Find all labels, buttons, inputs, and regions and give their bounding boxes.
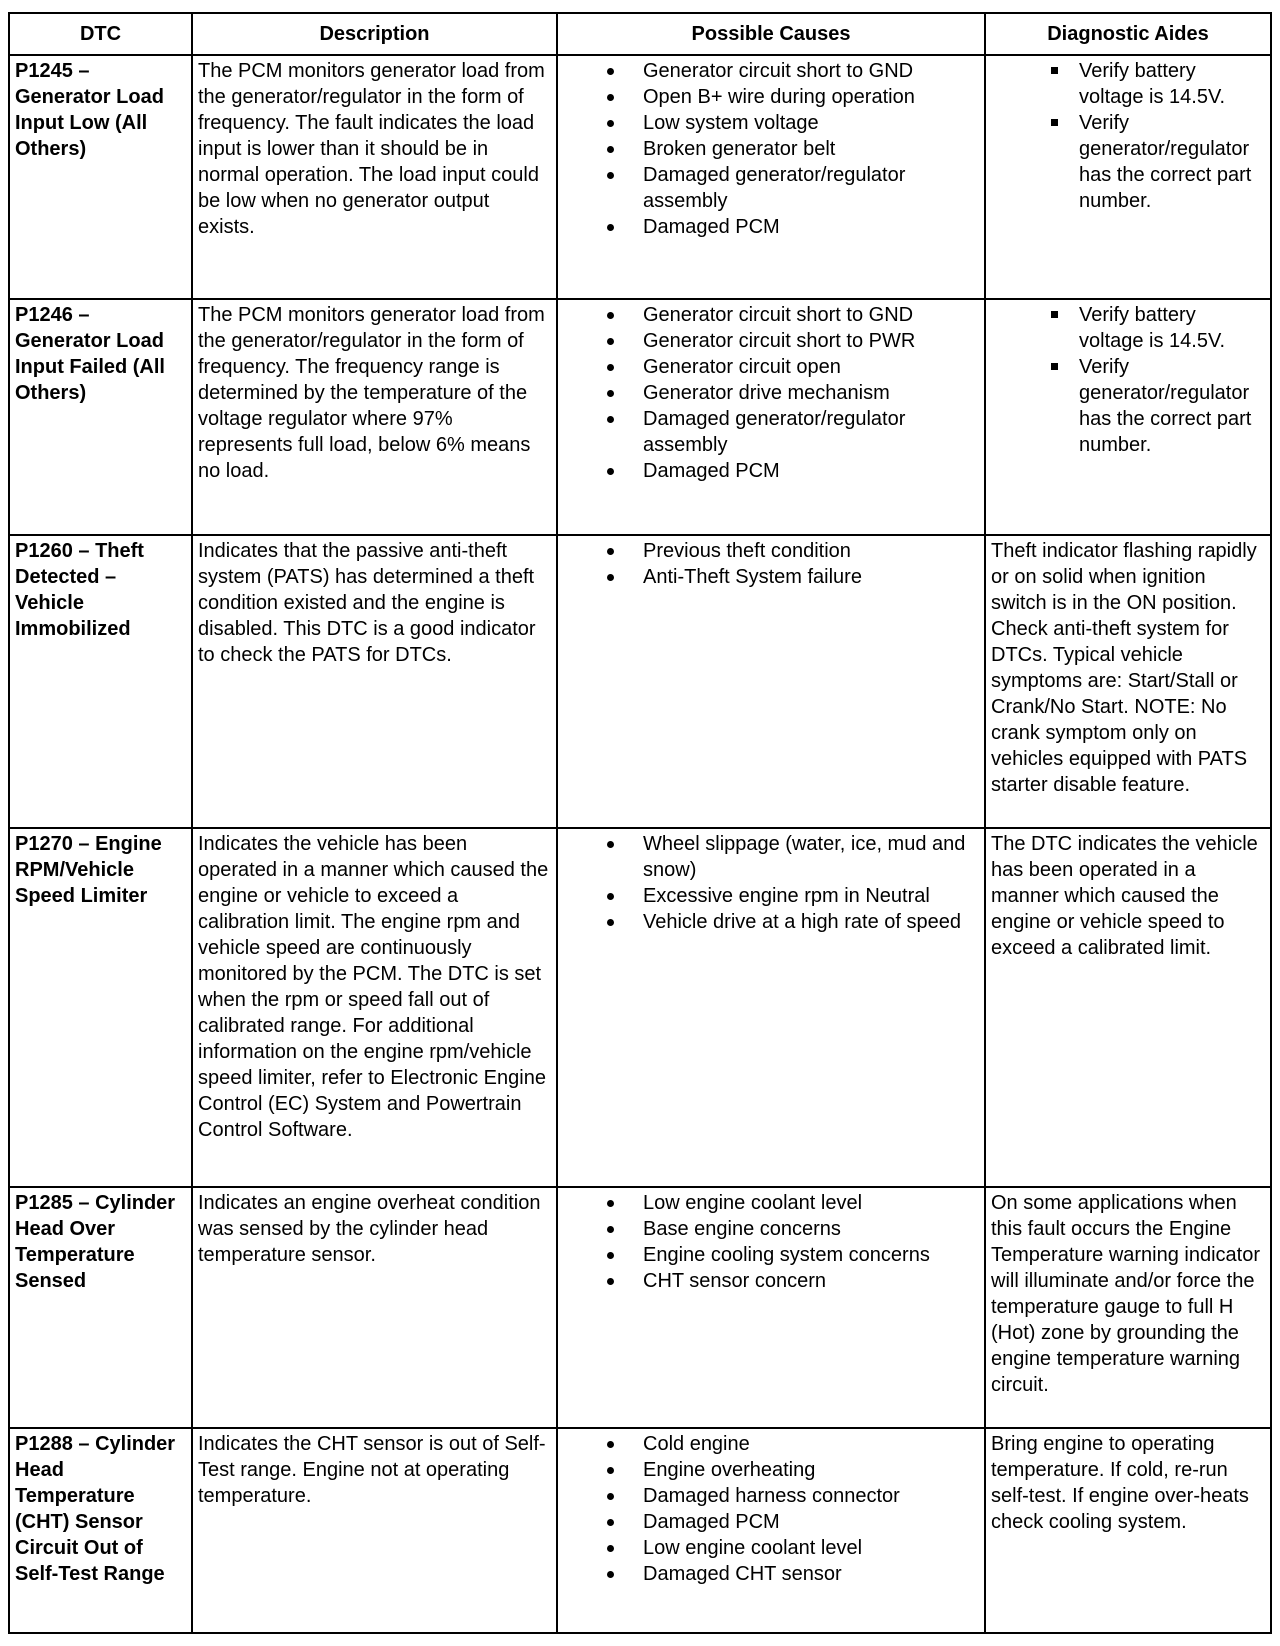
description-cell: Indicates that the passive anti-theft system (PATS) has determined a theft condition existed and the engine is disabled. This DTC is a good indicator to check the PATS for DTCs.: [192, 535, 557, 828]
header-possible-causes: Possible Causes: [557, 13, 985, 55]
list-item: CHT sensor concern: [643, 1268, 979, 1294]
list-item: Verify generator/regulator has the correct part number.: [1079, 354, 1265, 458]
list-item: Verify generator/regulator has the correct part number.: [1079, 110, 1265, 214]
header-description: Description: [192, 13, 557, 55]
list-item: Low engine coolant level: [643, 1190, 979, 1216]
dtc-code-cell: P1245 – Generator Load Input Low (All Others): [9, 55, 192, 299]
list-item: Excessive engine rpm in Neutral: [643, 883, 979, 909]
causes-cell: [557, 828, 985, 1187]
dtc-code-cell: P1288 – Cylinder Head Temperature (CHT) Sensor Circuit Out of Self-Test Range: [9, 1428, 192, 1633]
list-item: Anti-Theft System failure: [643, 564, 979, 590]
list-item: Wheel slippage (water, ice, mud and snow): [643, 831, 979, 883]
list-item: Cold engine: [643, 1431, 979, 1457]
description-cell: The PCM monitors generator load from the generator/regulator in the form of frequency. The fault indicates the load input is lower than it should be in normal operation. The load input could be low when no generator output exists.: [192, 55, 557, 299]
list-item: Generator circuit short to PWR: [643, 328, 979, 354]
dtc-code-cell: P1260 – Theft Detected – Vehicle Immobilized: [9, 535, 192, 828]
table-row: [9, 535, 1271, 828]
causes-cell: [557, 535, 985, 828]
causes-list: [563, 302, 979, 484]
causes-cell: [557, 55, 985, 299]
table-row: [9, 1428, 1271, 1633]
dtc-code-cell: P1285 – Cylinder Head Over Temperature Sensed: [9, 1187, 192, 1428]
list-item: Generator circuit short to GND: [643, 58, 979, 84]
aides-cell: On some applications when this fault occurs the Engine Temperature warning indicator will illuminate and/or force the temperature gauge to full H (Hot) zone by grounding the engine temperature warning circuit.: [985, 1187, 1271, 1428]
list-item: Previous theft condition: [643, 538, 979, 564]
description-cell: Indicates the CHT sensor is out of Self-Test range. Engine not at operating temperature.: [192, 1428, 557, 1633]
list-item: Verify battery voltage is 14.5V.: [1079, 58, 1265, 110]
description-cell: Indicates the vehicle has been operated in a manner which caused the engine or vehicle to exceed a calibration limit. The engine rpm and vehicle speed are continuously monitored by the PCM. The DTC is set when the rpm or speed fall out of calibrated range. For additional information on the engine rpm/vehicle speed limiter, refer to Electronic Engine Control (EC) System and Powertrain Control Software.: [192, 828, 557, 1187]
aides-cell: The DTC indicates the vehicle has been operated in a manner which caused the engine or vehicle speed to exceed a calibrated limit.: [985, 828, 1271, 1187]
list-item: Low engine coolant level: [643, 1535, 979, 1561]
aides-cell: Theft indicator flashing rapidly or on solid when ignition switch is in the ON position. Check anti-theft system for DTCs. Typical vehicle symptoms are: Start/Stall or Crank/No Start. NOTE: No crank symptom only on vehicles equipped with PATS starter disable feature.: [985, 535, 1271, 828]
list-item: Damaged PCM: [643, 458, 979, 484]
list-item: Verify battery voltage is 14.5V.: [1079, 302, 1265, 354]
causes-list: [563, 1190, 979, 1294]
dtc-code-cell: P1246 – Generator Load Input Failed (All Others): [9, 299, 192, 535]
list-item: Damaged PCM: [643, 214, 979, 240]
aides-list: [991, 58, 1265, 214]
list-item: Vehicle drive at a high rate of speed: [643, 909, 979, 935]
aides-cell: [985, 55, 1271, 299]
causes-list: [563, 1431, 979, 1587]
table-row: [9, 299, 1271, 535]
table-row: [9, 55, 1271, 299]
list-item: Generator circuit short to GND: [643, 302, 979, 328]
list-item: Engine overheating: [643, 1457, 979, 1483]
list-item: Damaged PCM: [643, 1509, 979, 1535]
list-item: Low system voltage: [643, 110, 979, 136]
list-item: Broken generator belt: [643, 136, 979, 162]
header-diagnostic-aides: Diagnostic Aides: [985, 13, 1271, 55]
aides-cell: Bring engine to operating temperature. If cold, re-run self-test. If engine over-heats check cooling system.: [985, 1428, 1271, 1633]
list-item: Damaged generator/regulator assembly: [643, 162, 979, 214]
table-row: [9, 828, 1271, 1187]
list-item: Base engine concerns: [643, 1216, 979, 1242]
causes-cell: [557, 1187, 985, 1428]
list-item: Damaged generator/regulator assembly: [643, 406, 979, 458]
causes-list: [563, 538, 979, 590]
dtc-table: [8, 12, 1272, 1634]
description-cell: Indicates an engine overheat condition was sensed by the cylinder head temperature sensor.: [192, 1187, 557, 1428]
causes-list: [563, 831, 979, 935]
description-cell: The PCM monitors generator load from the generator/regulator in the form of frequency. The frequency range is determined by the temperature of the voltage regulator where 97% represents full load, below 6% means no load.: [192, 299, 557, 535]
list-item: Generator drive mechanism: [643, 380, 979, 406]
dtc-code-cell: P1270 – Engine RPM/Vehicle Speed Limiter: [9, 828, 192, 1187]
causes-cell: [557, 299, 985, 535]
causes-list: [563, 58, 979, 240]
table-row: [9, 1187, 1271, 1428]
list-item: Damaged harness connector: [643, 1483, 979, 1509]
list-item: Generator circuit open: [643, 354, 979, 380]
aides-cell: [985, 299, 1271, 535]
aides-list: [991, 302, 1265, 458]
header-row: [9, 13, 1271, 55]
list-item: Open B+ wire during operation: [643, 84, 979, 110]
causes-cell: [557, 1428, 985, 1633]
header-dtc: DTC: [9, 13, 192, 55]
list-item: Damaged CHT sensor: [643, 1561, 979, 1587]
list-item: Engine cooling system concerns: [643, 1242, 979, 1268]
